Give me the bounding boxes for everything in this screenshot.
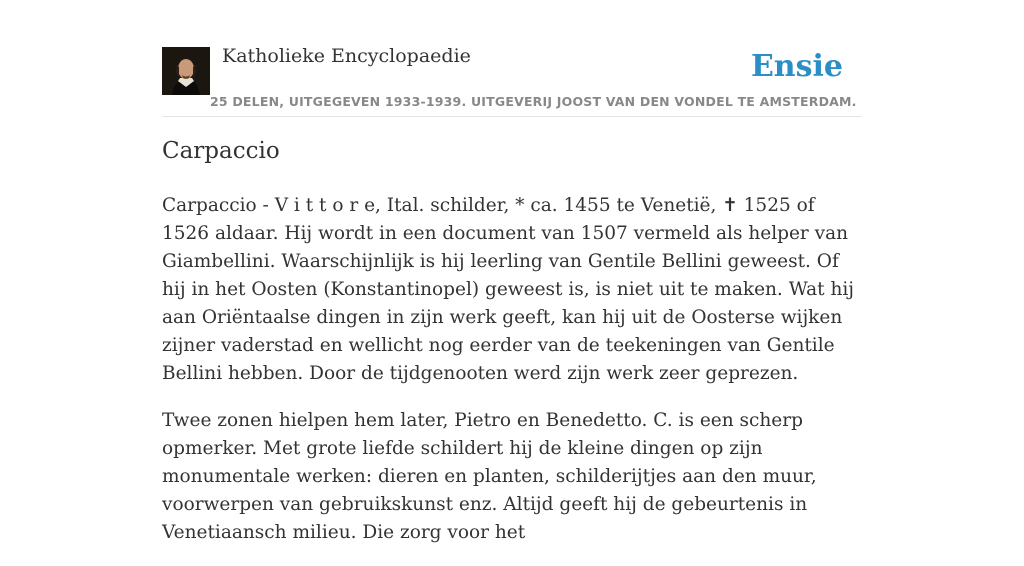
- site-header: [162, 44, 862, 117]
- article-body: [162, 192, 862, 566]
- publication-avatar[interactable]: [162, 47, 210, 95]
- brand-logo[interactable]: Ensie: [750, 49, 843, 84]
- publication-subtitle: 25 DELEN, UITGEGEVEN 1933-1939. UITGEVERIJ JOOST VAN DEN VONDEL TE AMSTERDAM.: [210, 94, 857, 109]
- article-title: Carpaccio: [162, 138, 280, 164]
- article-paragraph: Carpaccio - V i t t o r e, Ital. schilder, * ca. 1455 te Venetië, ✝ 1525 of 1526 aldaar. Hij wordt in een document van 1507 vermeld als helper van Giambellini. Waarschijnlijk is hij leerling van Gentile Bellini geweest. Of hij in het Oosten (Konstantinopel) geweest is, is niet uit te maken. Wat hij aan Oriëntaalse dingen in zijn werk geeft, kan hij uit de Oosterse wijken zijner vaderstad en wellicht nog eerder van de teekeningen van Gentile Bellini hebben. Door de tijdgenooten werd zijn werk zeer geprezen.: [162, 195, 855, 384]
- portrait-icon: [162, 47, 210, 95]
- article-paragraph: Twee zonen hielpen hem later, Pietro en Benedetto. C. is een scherp opmerker. Met grote liefde schildert hij de kleine dingen op zijn monumentale werken: dieren en planten, schilderijtjes aan den muur, voorwerpen van gebruikskunst enz. Altijd geeft hij de gebeurtenis in Venetiaansch milieu. Die zorg voor het: [162, 410, 817, 543]
- publication-title[interactable]: Katholieke Encyclopaedie: [222, 45, 471, 67]
